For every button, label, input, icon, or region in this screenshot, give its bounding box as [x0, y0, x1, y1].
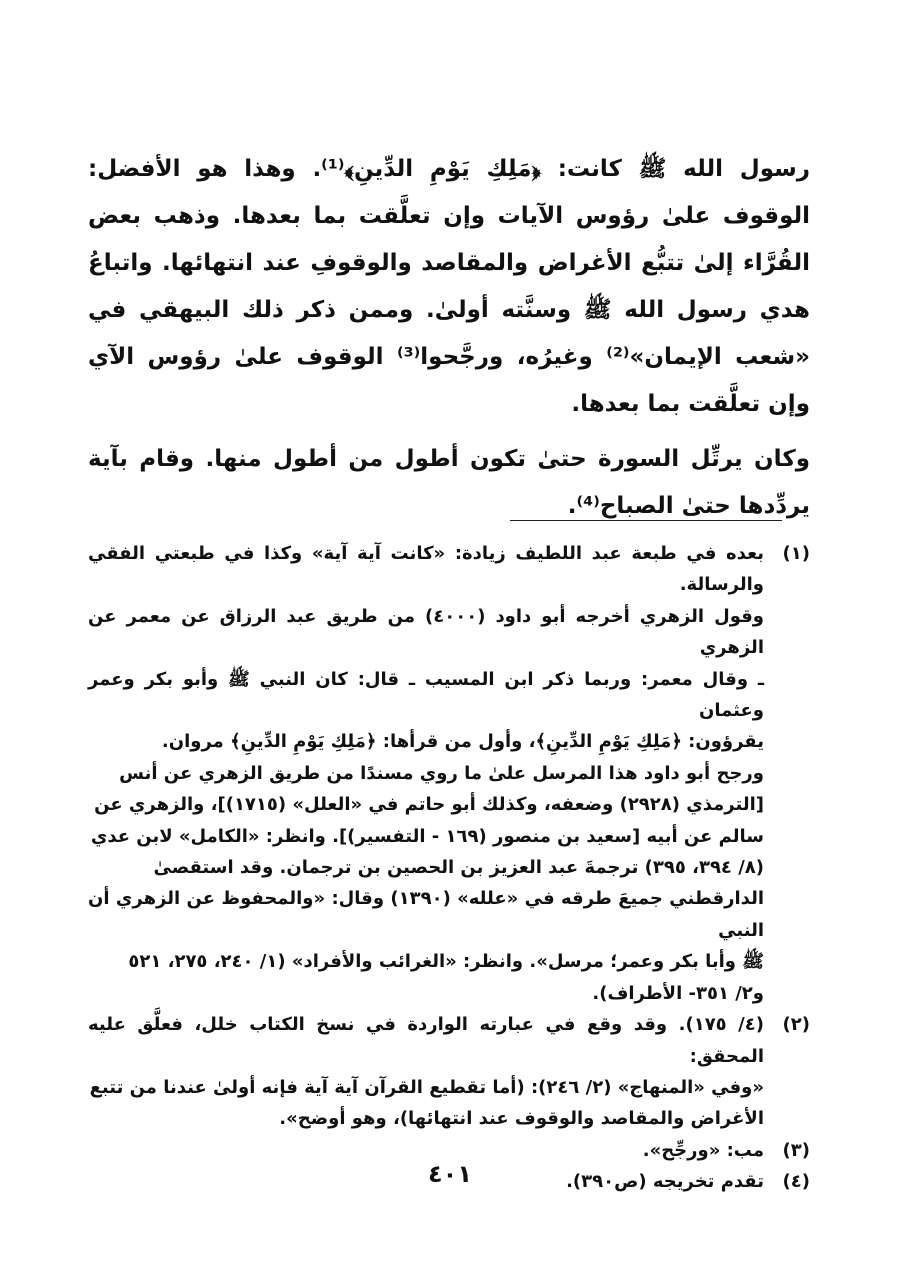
- main-paragraph-2: [88, 436, 810, 530]
- footnote-line: (٤/ ١٧٥). وقد وقع في عبارته الواردة في نسخ الكتاب خلل، فعلَّق عليه المحقق:: [88, 1014, 764, 1067]
- footnote-line: تقدم تخريجه (ص٣٩٠).: [566, 1171, 764, 1193]
- footnote-2: [88, 1009, 810, 1135]
- page-number: ٤٠١: [428, 1160, 472, 1188]
- footnote-line: (٨/ ٣٩٤، ٣٩٥) ترجمةَ عبد العزيز بن الحصين بن ترجمان. وقد استقصىٰ: [153, 857, 764, 879]
- main-paragraph-1: [88, 146, 810, 428]
- footnote-line: الدارقطني جميعَ طرقه في «علله» (١٣٩٠) وقال: «والمحفوظ عن الزهري أن النبي: [88, 888, 764, 941]
- footnote-line: يقرؤون: ﴿مَلِكِ يَوْمِ الدِّينِ﴾، وأول من قرأها: ﴿مَلِكِ يَوْمِ الدِّينِ﴾ مروان.: [161, 731, 764, 753]
- footnote-1: [88, 538, 810, 1009]
- footnote-line: و٢/ ٣٥١- الأطراف).: [592, 982, 764, 1004]
- footnote-number: (١): [782, 543, 810, 564]
- main-text: [88, 146, 810, 530]
- footnote-line: «وفي «المنهاج» (٢/ ٢٤٦): (أما تقطيع القرآن آية آية فإنه أولىٰ عندنا من تتبع: [89, 1076, 764, 1098]
- footnote-number: (٣): [782, 1139, 810, 1161]
- main-text-line: الأغراض والمقاصد والوقوفِ عند انتهائها. واتباعُ هدي رسول الله ﷺ: [88, 250, 810, 323]
- footnote-line: ﷺ وأبا بكر وعمر؛ مرسل». وانظر: «الغرائب والأفراد» (١/ ٢٤٠، ٢٧٥، ٥٢١: [128, 951, 764, 973]
- footnotes: [88, 538, 810, 1198]
- footnote-number: (٤): [782, 1171, 810, 1193]
- main-text-line: حتىٰ الصباح⁽⁴⁾.: [567, 493, 731, 519]
- footnote-line: [الترمذي (٢٩٢٨) وضعفه، وكذلك أبو حاتم في «العلل» (١٧١٥)]، والزهري عن: [94, 794, 764, 816]
- footnote-line: ورجح أبو داود هذا المرسل علىٰ ما روي مسندًا من طريق الزهري عن أنس: [119, 762, 764, 784]
- footnote-line: ـ وقال معمر: وربما ذكر ابن المسيب ـ قال: كان النبي ﷺ وأبو بكر وعمر وعثمان: [88, 668, 764, 722]
- main-text-line: علىٰ رؤوس الآيات وإن تعلَّقت بما بعدها. وذهب بعض القُرَّاء إلىٰ تتبُّع: [88, 203, 810, 276]
- main-text-line: وسنَّته أولىٰ. وممن ذكر ذلك البيهقي في «شعب الإيمان»⁽²⁾ وغيرُه،: [88, 297, 810, 370]
- main-text-line: رسول الله ﷺ كانت: ﴿مَلِكِ يَوْمِ الدِّينِ﴾⁽¹⁾. وهذا هو الأفضل: الوقوف: [88, 156, 811, 229]
- footnote-line: وقول الزهري أخرجه أبو داود (٤٠٠٠) من طريق عبد الرزاق عن معمر عن الزهري: [88, 605, 764, 659]
- footnote-separator: [510, 520, 782, 521]
- footnote-line: بعده في طبعة عبد اللطيف زيادة: «كانت آية آية» وكذا في طبعتي الفقي والرسالة.: [88, 543, 764, 596]
- footnote-number: (٢): [782, 1014, 810, 1036]
- footnote-line: الأغراض والمقاصد والوقوف عند انتهائها)، وهو أوضح».: [279, 1108, 764, 1130]
- main-text-line: وكان يرتِّل السورة حتىٰ تكون أطول من أطول منها. وقام بآية يردِّدها: [88, 446, 810, 519]
- main-text-line: ورجَّحوا⁽³⁾ الوقوف علىٰ رؤوس الآي وإن تعلَّقت بما بعدها.: [88, 344, 810, 417]
- footnote-line: مب: «ورجِّح».: [642, 1139, 764, 1161]
- footnote-line: سالم عن أبيه [سعيد بن منصور (١٦٩ - التفسير)]. وانظر: «الكامل» لابن عدي: [90, 825, 764, 847]
